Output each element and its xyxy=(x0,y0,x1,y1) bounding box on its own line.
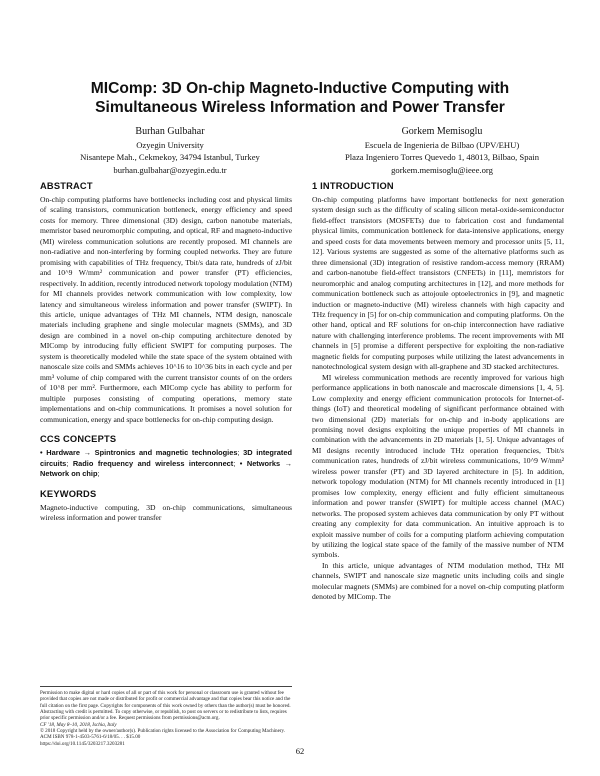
ccs-item[interactable]: Radio frequency and wireless interconnect xyxy=(72,458,234,468)
author-address: Plaza Ingeniero Torres Quevedo 1, 48013, Bilbao, Spain xyxy=(345,152,539,162)
author-email[interactable]: burhan.gulbahar@ozyegin.edu.tr xyxy=(113,164,227,175)
author-name: Burhan Gulbahar xyxy=(135,126,205,137)
right-column xyxy=(312,181,564,603)
doi-link[interactable]: https://doi.org/10.1145/3203217.3203281 xyxy=(40,740,125,747)
ccs-heading: CCS CONCEPTS xyxy=(40,433,117,444)
abstract-heading: ABSTRACT xyxy=(40,181,93,191)
intro-paragraph: In this article, unique advantages of NTM modulation method, THz MI channels, SWIPT and nanoscale size magnetic units including coils and single molecular magnets (SMMs) are combined for a novel on-chip computing platform denoted by MIComp. The xyxy=(312,560,564,602)
author-email[interactable]: gorkem.memisoglu@ieee.org xyxy=(391,164,493,175)
isbn: ACM ISBN 978-1-4503-5761-6/18/05. . . $15.00 xyxy=(40,734,141,741)
venue: CF '18, May 8–10, 2018, Ischia, Italy xyxy=(40,721,117,728)
intro-paragraph: On-chip computing platforms have important bottlenecks for next generation system design such as the difficulty of scaling silicon metal-oxide-semiconductor field-effect transistors (MOSFETs) due to fabrication cost and fundamental physical limits, communication bottleneck for data-intensive applications, energy and speed costs for data movements between memory and processor units [5, 11, 12]. Various systems are suggested as some of the alternative platforms such as three dimensional (3D) integration of resistive random-access memory (RRAM) and carbon-nanotube field-effect transistors (CNFETs) in [11], memristors for neuromorphic and analog computing architectures in [12], and more methods for communication bottleneck such as attojoule optoelectronics in [9], and magnetic induction or magneto-inductive (MI) wireless channels with high capacity and THz frequency in [5] for on-chip communication and computing platforms. On the other hand, optical and RF solutions for on-chip interconnection have radiative nature with challenging interference problems. The recent improvements with MI channels in [5] promise a different perspective for exploiting the non-radiative magnetic fields for computing purposes while utilizing the latest advancements in nanotechnological system design with all-graphene and 3D stacked architectures. xyxy=(312,195,564,372)
paper-title xyxy=(40,79,560,117)
author-name: Gorkem Memisoglu xyxy=(401,126,483,137)
intro-paragraph: MI wireless communication methods are recently improved for various high performance applications in both nanoscale and macroscale dimensions [1, 4, 5]. Low complexity and energy efficient communication protocols for Internet-of-things (IoT) and theoretical modeling of significant performance obtained with two dimensional (2D) materials for on-chip and in-body applications are promising novel designs exploiting the unique properties of MI channels in combination with the advancements in 2D materials [1, 5]. Unique advantages of MI designs recently introduced include THz operation frequencies, Tbit/s communication rates, hundreds of zJ/bit wireless communications, 10^9 W/mm² wireless power transfer (PT) and 3D layered architecture in [5]. In addition, network topology modulation (NTM) for MI channels recently introduced in [1] promises low complexity, energy efficient and fully efficient simultaneous information and power transfer (SWIPT) for multiple access channel (MAC) networks. The proposed system achieves data communication by only PT without creating any complexity for data communication. An intuitive approach is to exploit massive number of coils for a computing platform achieving computation by utilizing the logical state space of the family of the massive number of NTM symbols. xyxy=(312,372,564,560)
ccs-concepts: • Hardware → Spintronics and magnetic technologies; 3D integrated circuits; Radio frequency and wireless interconnect; • Networks → Network on chip; xyxy=(40,447,292,479)
author-affiliation: Ozyegin University xyxy=(136,139,204,150)
permission-notice: Permission to make digital or hard copies of all or part of this work for personal or classroom use is granted without fee provided that copies are not made or distributed for profit or commercial advantage and that copies bear this notice and the full citation on the first page. Copyrights for components of this work owned by others than the author(s) must be honored. Abstracting with credit is permitted. To copy otherwise, or republish, to post on servers or to redistribute to lists, requires prior specific permission and/or a fee. Request permissions from permissions@acm.org. xyxy=(40,690,291,722)
left-column xyxy=(40,181,292,524)
author-address: Nisantepe Mah., Cekmekoy, 34794 Istanbul, Turkey xyxy=(80,152,260,162)
ccs-item[interactable]: • Networks → Network on chip xyxy=(40,458,292,479)
title-line-2: Simultaneous Wireless Information and Power Transfer xyxy=(95,99,505,116)
copyright-footnote xyxy=(40,686,292,747)
author-block-1 xyxy=(40,126,300,176)
ccs-item[interactable]: • Hardware → Spintronics and magnetic technologies xyxy=(40,447,238,457)
introduction-heading: 1 INTRODUCTION xyxy=(312,181,394,191)
keywords-text: Magneto-inductive computing, 3D on-chip communications, simultaneous wireless information and power transfer xyxy=(40,502,292,523)
keywords-heading: KEYWORDS xyxy=(40,488,97,499)
copyright-line: © 2018 Copyright held by the owner/author(s). Publication rights licensed to the Association for Computing Machinery. xyxy=(40,728,286,735)
page-number: 62 xyxy=(295,746,305,756)
author-block-2 xyxy=(312,126,572,176)
abstract-text: On-chip computing platforms have bottlenecks including cost and physical limits of scaling transistors, communication bottleneck, energy efficiency and speed costs for memory. Three dimensional (3D) design, carbon nanotube materials, memristor based neuromorphic computing, and optical, RF and magneto-inductive (MI) wireless communication solutions are recently proposed. MI channels are non-radiative and non-interfering by forming coupled networks. They are future promising with capabilities of THz frequency, Tbit/s data rate, hundreds of zJ/bit and 10^9 W/mm² communication and power transfer (PT) efficiencies, respectively. In addition, recently introduced network topology modulation (NTM) for MI channels provides network communication with low complexity, low latency and simultaneous wireless information and power transfer (SWIPT). In this article, unique advantages of THz MI channels, NTM design, nanoscale materials including graphene and single molecular magnets (SMMs), and 3D design are combined in a novel on-chip computing architecture denoted by MIComp by introducing fully efficient SWIPT for computing purposes. The system is theoretically modeled while the state space of the system obtained with nanoscale size coils and SMMs achieves 10^16 to 10^36 bits in each cycle and per mm³ volume of chip compared with the current transistor counts of on the orders of 10^8 per mm². Furthermore, each MIComp cycle has ability to perform for multiple purposes consisting of computing operations, memory state implementations and on-chip communications. It promises a novel solution for communication, energy and space bottlenecks for on-chip computing design. xyxy=(40,195,292,424)
ccs-item[interactable]: 3D integrated circuits xyxy=(40,447,292,468)
author-affiliation: Escuela de Ingenieria de Bilbao (UPV/EHU) xyxy=(364,139,520,150)
title-line-1: MIComp: 3D On-chip Magneto-Inductive Computing with xyxy=(90,80,510,97)
